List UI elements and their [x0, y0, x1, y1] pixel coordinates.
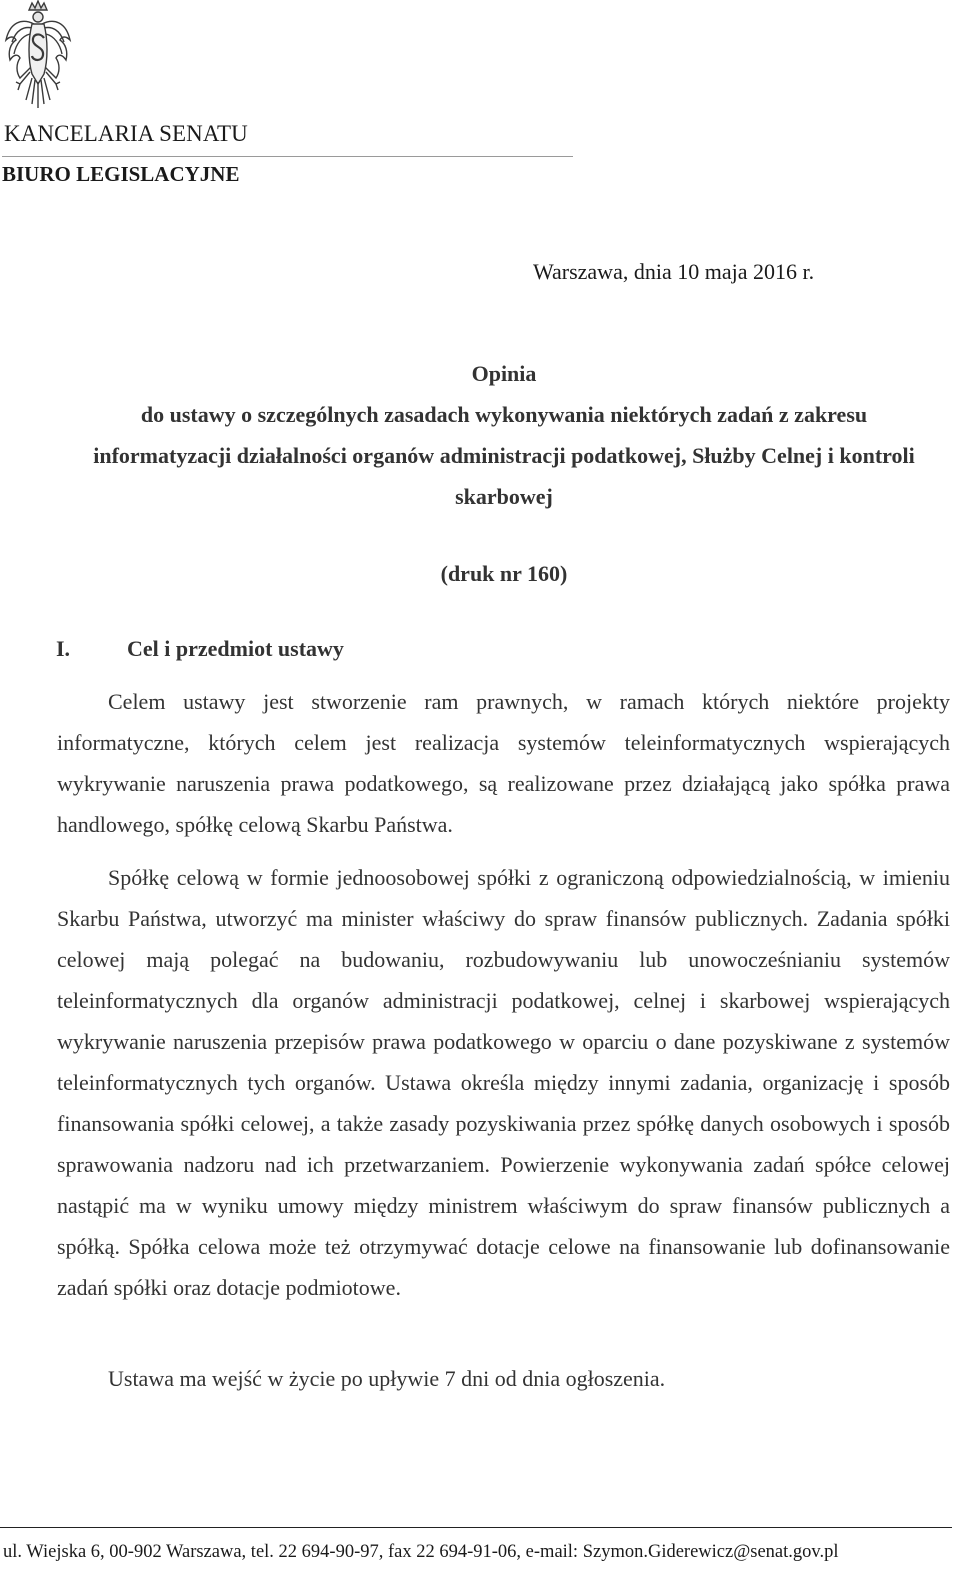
- section-title: Cel i przedmiot ustawy: [127, 636, 344, 661]
- senate-eagle-emblem-icon: [2, 0, 74, 116]
- section-number: I.: [56, 636, 71, 661]
- date-line: Warszawa, dnia 10 maja 2016 r.: [533, 259, 815, 284]
- document-subject-line: informatyzacji działalności organów administracji podatkowej, Służby Celnej i kontroli: [93, 443, 915, 468]
- bureau-name: BIURO LEGISLACYJNE: [2, 162, 240, 186]
- footer-divider: [0, 1527, 952, 1528]
- body-paragraph: Ustawa ma wejść w życie po upływie 7 dni od dnia ogłoszenia.: [108, 1366, 666, 1391]
- org-name: KANCELARIA SENATU: [4, 121, 248, 146]
- header-divider: [2, 156, 573, 157]
- print-number: (druk nr 160): [440, 561, 568, 586]
- footer-address: ul. Wiejska 6, 00-902 Warszawa, tel. 22 694-90-97, fax 22 694-91-06, e-mail: Szymon.Giderewicz@senat.gov.pl: [3, 1542, 839, 1562]
- document-title: Opinia: [471, 361, 537, 386]
- body-paragraph: Spółkę celową w formie jednoosobowej spółki z ograniczoną odpowiedzialnością, w imieniu Skarbu Państwa, utworzyć ma minister właściwy do spraw finansów publicznych. Zadania spółki celowej mają polegać na budowaniu, rozbudowywaniu lub unowocześnianiu systemów teleinformatycznych dla organów administracji podatkowej, celnej i skarbowej wspierających wykrywanie naruszenia przepisów prawa podatkowego w oparciu o dane pozyskiwane z systemów teleinformatycznych tych organów. Ustawa określa między innymi zadania, organizację i sposób finansowania spółki celowej, a także zasady pozyskiwania przez spółkę danych osobowych i sposób sprawowania nadzoru nad ich przetwarzaniem. Powierzenie wykonywania zadań spółce celowej nastąpić ma w wyniku umowy między ministrem właściwym do spraw finansów publicznych a spółką. Spółka celowa może też otrzymywać dotacje celowe na finansowanie lub dofinansowanie zadań spółki oraz dotacje podmiotowe.: [57, 865, 950, 1300]
- body-paragraph: Celem ustawy jest stworzenie ram prawnych, w ramach których niektóre projekty informatyczne, których celem jest realizacja systemów teleinformatycznych wspierających wykrywanie naruszenia prawa podatkowego, są realizowane przez działającą jako spółka prawa handlowego, spółkę celową Skarbu Państwa.: [57, 689, 950, 837]
- document-subject-line: skarbowej: [455, 484, 553, 509]
- document-subject-line: do ustawy o szczególnych zasadach wykonywania niektórych zadań z zakresu: [140, 402, 868, 427]
